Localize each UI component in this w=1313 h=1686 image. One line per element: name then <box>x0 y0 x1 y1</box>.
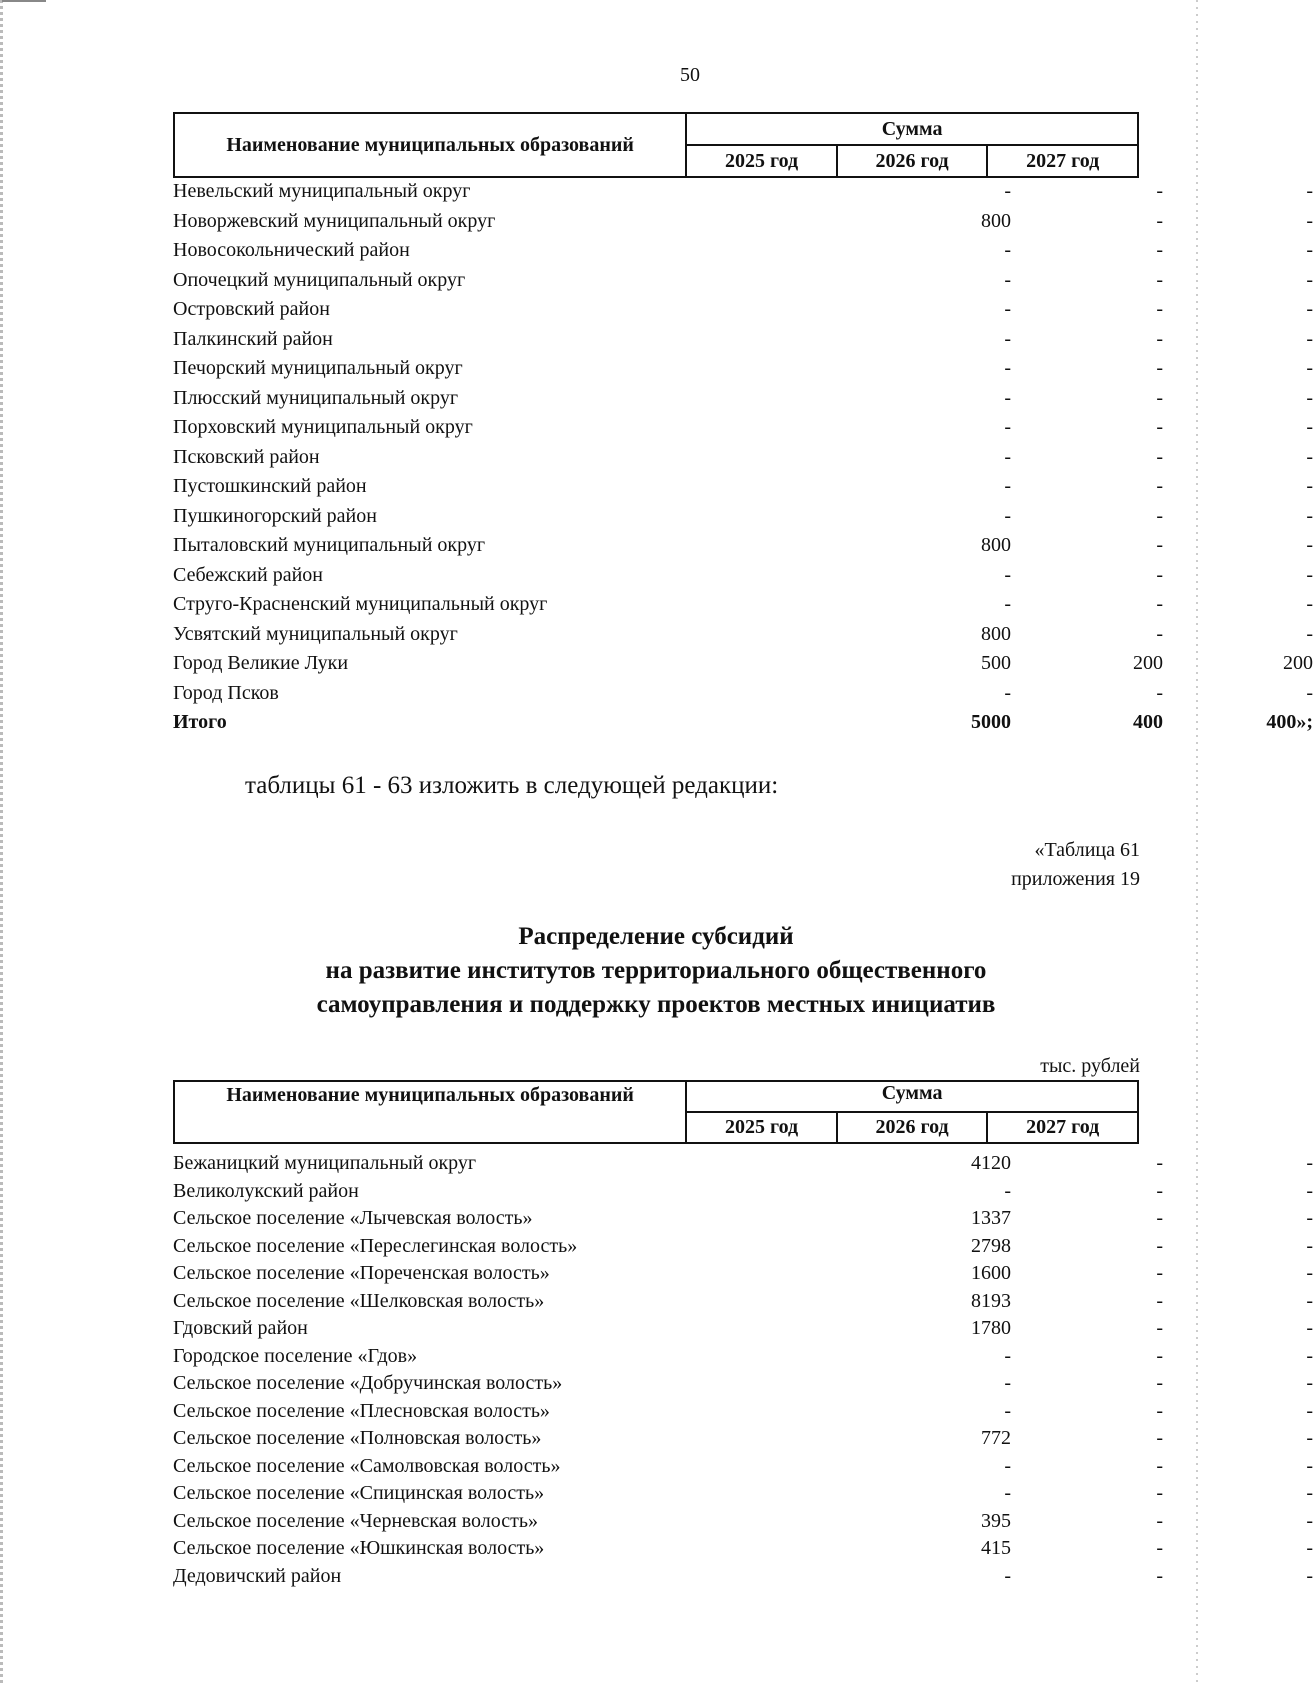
table-row <box>173 1233 1313 1261</box>
value-2026: - <box>1156 1482 1163 1504</box>
table-row <box>173 413 1313 443</box>
value-2025: - <box>1004 445 1011 468</box>
value-2026: - <box>1156 180 1163 202</box>
municipality-name: Сельское поселение «Юшкинская волость» <box>173 1537 545 1559</box>
value-2027: - <box>1306 445 1313 468</box>
value-2026: - <box>1156 1564 1163 1587</box>
value-2027: - <box>1306 268 1313 291</box>
value-2025: - <box>1004 416 1011 438</box>
table-row <box>173 472 1313 502</box>
municipality-name: Усвятский муниципальный округ <box>173 622 458 645</box>
table-row <box>173 1563 1313 1591</box>
value-2027: - <box>1306 534 1313 556</box>
value-2027: - <box>1306 209 1313 232</box>
municipality-name: Порховский муниципальный округ <box>173 416 473 438</box>
table-reference-line2: приложения 19 <box>1011 868 1140 890</box>
table-reference <box>1011 836 1140 894</box>
municipality-name: Сельское поселение «Самолвовская волость» <box>173 1454 561 1477</box>
table2-header-year-2027: 2027 год <box>987 1112 1138 1143</box>
value-2026: - <box>1156 1262 1163 1284</box>
table1-header-year-2027: 2027 год <box>987 145 1138 177</box>
table-row <box>173 1260 1313 1288</box>
value-2026: - <box>1156 1152 1163 1174</box>
value-2027: - <box>1306 1179 1313 1202</box>
value-2025: - <box>1004 563 1011 586</box>
municipality-name: Городское поселение «Гдов» <box>173 1344 418 1367</box>
value-2026: - <box>1156 1372 1163 1394</box>
municipality-name: Невельский муниципальный округ <box>173 180 471 202</box>
page-number <box>0 64 1200 87</box>
value-2027: - <box>1306 1372 1313 1394</box>
municipality-name: Палкинский район <box>173 327 333 350</box>
municipality-name: Гдовский район <box>173 1317 308 1339</box>
table-row <box>173 1150 1313 1178</box>
scan-edge-left <box>0 0 3 1686</box>
table-row <box>173 1205 1313 1233</box>
value-2025: - <box>1004 504 1011 527</box>
value-2025: - <box>1004 268 1011 291</box>
value-2027: - <box>1306 180 1313 202</box>
value-2025: 4120 <box>971 1152 1011 1174</box>
value-2027: - <box>1306 1427 1313 1449</box>
value-2027: - <box>1306 1564 1313 1587</box>
value-2026: - <box>1156 622 1163 645</box>
table-row <box>173 1398 1313 1426</box>
table-row <box>173 384 1313 414</box>
table1-header <box>173 112 1139 178</box>
value-2027: 200 <box>1283 652 1313 674</box>
value-2026: - <box>1156 416 1163 438</box>
table2-header-year-2026: 2026 год <box>837 1112 988 1143</box>
table2-header-year-2025: 2025 год <box>686 1112 837 1143</box>
municipality-name: Новоржевский муниципальный округ <box>173 209 496 232</box>
title-line1: Распределение субсидий <box>518 923 794 950</box>
value-2025: 500 <box>981 652 1011 674</box>
table-row <box>173 1315 1313 1343</box>
document-title <box>173 920 1139 1022</box>
table2-header-name: Наименование муниципальных образований <box>174 1081 686 1143</box>
municipality-name: Сельское поселение «Плесновская волость» <box>173 1399 550 1422</box>
value-2026: - <box>1156 534 1163 556</box>
value-2027: - <box>1306 1537 1313 1559</box>
value-2025: - <box>1004 1482 1011 1504</box>
value-2027: - <box>1306 1399 1313 1422</box>
value-2026: 200 <box>1133 652 1163 674</box>
value-2027: - <box>1306 239 1313 261</box>
table-row <box>173 1370 1313 1398</box>
municipality-name: Сельское поселение «Полновская волость» <box>173 1427 542 1449</box>
value-2027: - <box>1306 681 1313 704</box>
table2-header <box>173 1080 1139 1144</box>
table-row <box>173 236 1313 266</box>
municipality-name: Город Великие Луки <box>173 652 349 674</box>
value-2025: - <box>1004 180 1011 202</box>
value-2026: - <box>1156 593 1163 615</box>
table-row <box>173 531 1313 561</box>
value-2025: - <box>1004 239 1011 261</box>
table-row <box>173 207 1313 237</box>
value-2025: - <box>1004 1372 1011 1394</box>
value-2025: 1600 <box>971 1262 1011 1284</box>
value-2026: - <box>1156 357 1163 379</box>
value-2026: - <box>1156 1509 1163 1532</box>
municipality-name: Бежаницкий муниципальный округ <box>173 1152 477 1174</box>
table-row <box>173 325 1313 355</box>
municipality-name: Пушкиногорский район <box>173 504 377 527</box>
table-row <box>173 1178 1313 1206</box>
table-reference-line1: «Таблица 61 <box>1034 839 1140 861</box>
table1-body <box>173 177 1313 738</box>
value-2026: - <box>1156 475 1163 497</box>
value-2025: 1780 <box>971 1317 1011 1339</box>
municipality-name: Пыталовский муниципальный округ <box>173 534 486 556</box>
value-2025: 800 <box>981 622 1011 645</box>
municipality-name: Сельское поселение «Лычевская волость» <box>173 1207 533 1229</box>
value-2026: - <box>1156 1234 1163 1257</box>
value-2027: - <box>1306 357 1313 379</box>
municipality-name: Струго-Красненский муниципальный округ <box>173 593 548 615</box>
municipality-name: Плюсский муниципальный округ <box>173 386 459 409</box>
value-2026: - <box>1156 1427 1163 1449</box>
value-2026: - <box>1156 504 1163 527</box>
municipality-name: Пустошкинский район <box>173 475 367 497</box>
value-2025: 8193 <box>971 1289 1011 1312</box>
value-2027: - <box>1306 475 1313 497</box>
value-2025: - <box>1004 386 1011 409</box>
value-2026: - <box>1156 386 1163 409</box>
value-2025: 772 <box>981 1427 1011 1449</box>
municipality-name: Опочецкий муниципальный округ <box>173 268 466 291</box>
municipality-name: Великолукский район <box>173 1179 359 1202</box>
table-row <box>173 1480 1313 1508</box>
page-number-text: 50 <box>680 64 700 86</box>
table-row <box>173 620 1313 650</box>
value-2026: - <box>1156 1317 1163 1339</box>
value-2025: - <box>1004 1564 1011 1587</box>
value-2026: - <box>1156 298 1163 320</box>
municipality-name: Дедовичский район <box>173 1564 342 1587</box>
value-2026: 400 <box>1133 711 1163 733</box>
table-row <box>173 295 1313 325</box>
value-2025: - <box>1004 1454 1011 1477</box>
table-row <box>173 1343 1313 1371</box>
value-2025: - <box>1004 357 1011 379</box>
value-2027: - <box>1306 1207 1313 1229</box>
scan-corner-mark <box>2 0 46 2</box>
municipality-name: Город Псков <box>173 681 279 704</box>
municipality-name: Сельское поселение «Спицинская волость» <box>173 1482 545 1504</box>
value-2025: 415 <box>981 1537 1011 1559</box>
value-2025: 1337 <box>971 1207 1011 1229</box>
value-2025: - <box>1004 327 1011 350</box>
value-2026: - <box>1156 563 1163 586</box>
municipality-name: Печорский муниципальный округ <box>173 357 463 379</box>
municipality-name: Новосокольнический район <box>173 239 410 261</box>
value-2025: 800 <box>981 534 1011 556</box>
value-2025: - <box>1004 593 1011 615</box>
value-2025: - <box>1004 1179 1011 1202</box>
table-row <box>173 266 1313 296</box>
table-row <box>173 1425 1313 1453</box>
value-2025: 395 <box>981 1509 1011 1532</box>
municipality-name: Островский район <box>173 298 330 320</box>
value-2025: - <box>1004 475 1011 497</box>
table-row <box>173 679 1313 709</box>
value-2025: 5000 <box>971 711 1011 733</box>
table1-header-name: Наименование муниципальных образований <box>174 113 686 177</box>
table1-header-year-2026: 2026 год <box>837 145 988 177</box>
value-2027: - <box>1306 327 1313 350</box>
value-2026: - <box>1156 445 1163 468</box>
table-total-row <box>173 708 1313 738</box>
value-2027: - <box>1306 1317 1313 1339</box>
value-2026: - <box>1156 1289 1163 1312</box>
table1-header-year-2025: 2025 год <box>686 145 837 177</box>
value-2025: - <box>1004 1399 1011 1422</box>
value-2026: - <box>1156 239 1163 261</box>
value-2027: - <box>1306 1454 1313 1477</box>
municipality-name: Сельское поселение «Черневская волость» <box>173 1509 539 1532</box>
table1-header-sum: Сумма <box>686 113 1138 145</box>
value-2025: 2798 <box>971 1234 1011 1257</box>
table-row <box>173 561 1313 591</box>
value-2025: - <box>1004 298 1011 320</box>
value-2025: - <box>1004 1344 1011 1367</box>
municipality-name: Себежский район <box>173 563 323 586</box>
instruction-text: таблицы 61 - 63 изложить в следующей редакции: <box>245 772 779 799</box>
table-row <box>173 354 1313 384</box>
value-2026: - <box>1156 1537 1163 1559</box>
table-row <box>173 502 1313 532</box>
value-2027: - <box>1306 1509 1313 1532</box>
value-2027: - <box>1306 622 1313 645</box>
table-row <box>173 1453 1313 1481</box>
value-2026: - <box>1156 1207 1163 1229</box>
table-row <box>173 443 1313 473</box>
title-line3: самоуправления и поддержку проектов местных инициатив <box>316 991 996 1018</box>
municipality-name: Итого <box>173 711 227 733</box>
value-2027: - <box>1306 1344 1313 1367</box>
value-2027: 400»; <box>1266 711 1313 733</box>
value-2026: - <box>1156 327 1163 350</box>
table-row <box>173 177 1313 207</box>
value-2026: - <box>1156 209 1163 232</box>
municipality-name: Сельское поселение «Шелковская волость» <box>173 1289 545 1312</box>
municipality-name: Сельское поселение «Добручинская волость» <box>173 1372 563 1394</box>
value-2027: - <box>1306 1262 1313 1284</box>
table-row <box>173 1535 1313 1563</box>
table-row <box>173 649 1313 679</box>
value-2027: - <box>1306 563 1313 586</box>
value-2027: - <box>1306 1234 1313 1257</box>
value-2027: - <box>1306 593 1313 615</box>
value-2025: - <box>1004 681 1011 704</box>
table-row <box>173 1288 1313 1316</box>
value-2026: - <box>1156 1399 1163 1422</box>
value-2026: - <box>1156 1344 1163 1367</box>
value-2026: - <box>1156 1179 1163 1202</box>
table-row <box>173 1508 1313 1536</box>
value-2027: - <box>1306 1482 1313 1504</box>
value-2025: 800 <box>981 209 1011 232</box>
table2-header-sum: Сумма <box>686 1081 1138 1112</box>
municipality-name: Псковский район <box>173 445 320 468</box>
municipality-name: Сельское поселение «Пореченская волость» <box>173 1262 550 1284</box>
value-2027: - <box>1306 1289 1313 1312</box>
value-2026: - <box>1156 268 1163 291</box>
value-2027: - <box>1306 386 1313 409</box>
value-2027: - <box>1306 504 1313 527</box>
title-line2: на развитие институтов территориального общественного <box>325 957 987 984</box>
value-2027: - <box>1306 298 1313 320</box>
municipality-name: Сельское поселение «Переслегинская волость» <box>173 1234 578 1257</box>
table-row <box>173 590 1313 620</box>
value-2027: - <box>1306 416 1313 438</box>
table2-body <box>173 1150 1313 1590</box>
value-2026: - <box>1156 1454 1163 1477</box>
units-label: тыс. рублей <box>1040 1055 1140 1077</box>
value-2027: - <box>1306 1152 1313 1174</box>
value-2026: - <box>1156 681 1163 704</box>
